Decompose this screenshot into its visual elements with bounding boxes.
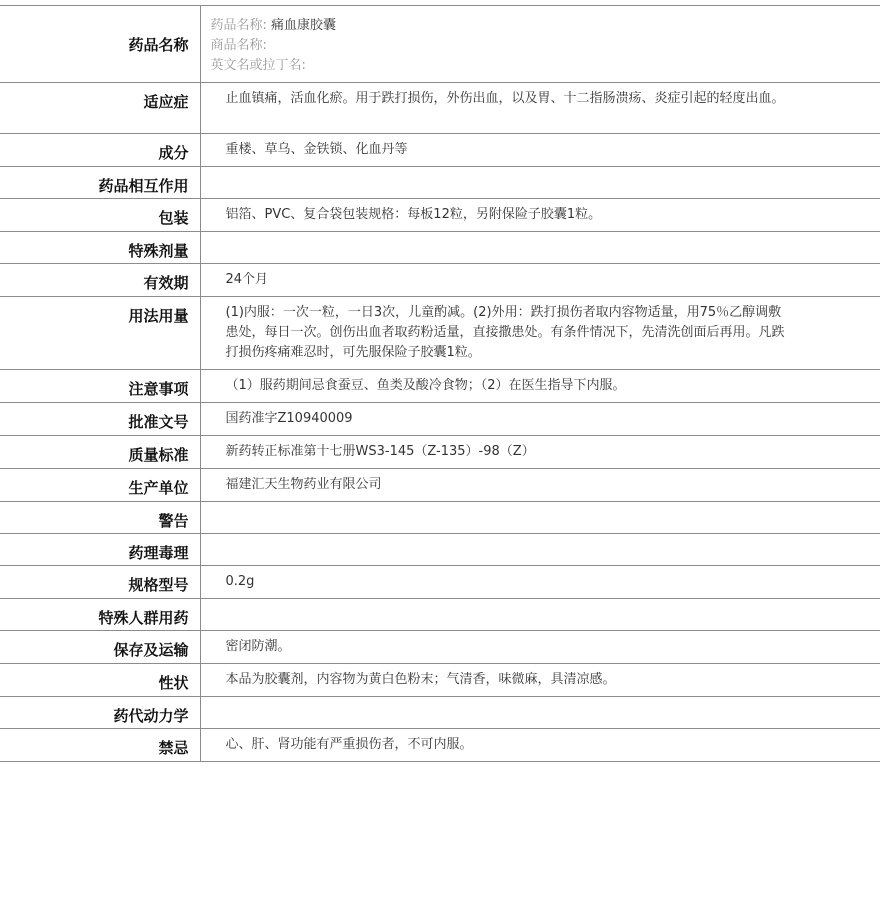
drug-info-table: [0, 5, 880, 762]
row-pharmacology: [0, 534, 880, 566]
row-description: [0, 664, 880, 697]
row-approval-number: [0, 403, 880, 436]
row-pharmacokinetics: [0, 697, 880, 729]
row-label: 成分: [0, 134, 200, 167]
generic-name-key: 药品名称:: [210, 18, 267, 33]
row-manufacturer: [0, 469, 880, 502]
generic-name-line: [211, 16, 861, 36]
row-label: 包装: [0, 199, 200, 232]
row-value: 新药转正标准第十七册WS3-145（Z-135）-98（Z）: [200, 436, 880, 469]
row-usage-dosage: [0, 297, 880, 370]
row-label: 规格型号: [0, 566, 200, 599]
row-label: 适应症: [0, 83, 200, 134]
row-value: 本品为胶囊剂，内容物为黄白色粉末；气清香，味微麻，具清凉感。: [200, 664, 880, 697]
row-shelf-life: [0, 264, 880, 297]
row-packaging: [0, 199, 880, 232]
row-label: 特殊剂量: [0, 232, 200, 264]
row-interactions: [0, 167, 880, 199]
row-warning: [0, 502, 880, 534]
row-value: (1)内服：一次一粒，一日3次，儿童酌减。(2)外用：跌打损伤者取内容物适量，用75％乙醇调敷患处，每日一次。创伤出血者取药粉适量，直接撒患处。有条件情况下，先清洗创面后再用。凡跌打损伤疼痛难忍时，可先服保险子胶囊1粒。: [200, 297, 880, 370]
row-value: [200, 534, 880, 566]
row-value: 心、肝、肾功能有严重损伤者，不可内服。: [200, 729, 880, 762]
row-value: 密闭防潮。: [200, 631, 880, 664]
row-label: 禁忌: [0, 729, 200, 762]
row-precautions: [0, 370, 880, 403]
drug-info-sheet: [0, 5, 880, 762]
english-name-line: [211, 56, 861, 76]
row-storage: [0, 631, 880, 664]
row-label: 保存及运输: [0, 631, 200, 664]
row-label: 药品名称: [0, 6, 200, 83]
row-value: [200, 502, 880, 534]
row-label: 注意事项: [0, 370, 200, 403]
generic-name-value: 痛血康胶囊: [271, 18, 337, 33]
row-value: 铝箔、PVC、复合袋包装规格：每板12粒，另附保险子胶囊1粒。: [200, 199, 880, 232]
row-special-dosage: [0, 232, 880, 264]
row-label: 有效期: [0, 264, 200, 297]
row-value: 国药准字Z10940009: [200, 403, 880, 436]
row-specification: [0, 566, 880, 599]
row-value: [200, 697, 880, 729]
row-label: 批准文号: [0, 403, 200, 436]
row-contraindications: [0, 729, 880, 762]
row-label: 特殊人群用药: [0, 599, 200, 631]
name-cell: [200, 6, 880, 83]
row-label: 生产单位: [0, 469, 200, 502]
row-value: 福建汇天生物药业有限公司: [200, 469, 880, 502]
row-drug-name: [0, 6, 880, 83]
row-value: 止血镇痛，活血化瘀。用于跌打损伤，外伤出血，以及胃、十二指肠溃疡、炎症引起的轻度出血。: [200, 83, 880, 134]
row-label: 性状: [0, 664, 200, 697]
row-quality-standard: [0, 436, 880, 469]
trade-name-key: 商品名称:: [210, 38, 267, 53]
row-special-populations: [0, 599, 880, 631]
english-name-key: 英文名或拉丁名:: [210, 58, 306, 73]
row-indications: [0, 83, 880, 134]
row-value: 重楼、草乌、金铁锁、化血丹等: [200, 134, 880, 167]
row-label: 质量标准: [0, 436, 200, 469]
row-value: 0.2g: [200, 566, 880, 599]
row-label: 用法用量: [0, 297, 200, 370]
row-label: 药代动力学: [0, 697, 200, 729]
row-label: 警告: [0, 502, 200, 534]
row-value: 24个月: [200, 264, 880, 297]
row-label: 药品相互作用: [0, 167, 200, 199]
row-value: [200, 599, 880, 631]
row-ingredients: [0, 134, 880, 167]
row-value: [200, 167, 880, 199]
row-value: （1）服药期间忌食蚕豆、鱼类及酸冷食物；（2）在医生指导下内服。: [200, 370, 880, 403]
row-value: [200, 232, 880, 264]
trade-name-line: [211, 36, 861, 56]
row-label: 药理毒理: [0, 534, 200, 566]
